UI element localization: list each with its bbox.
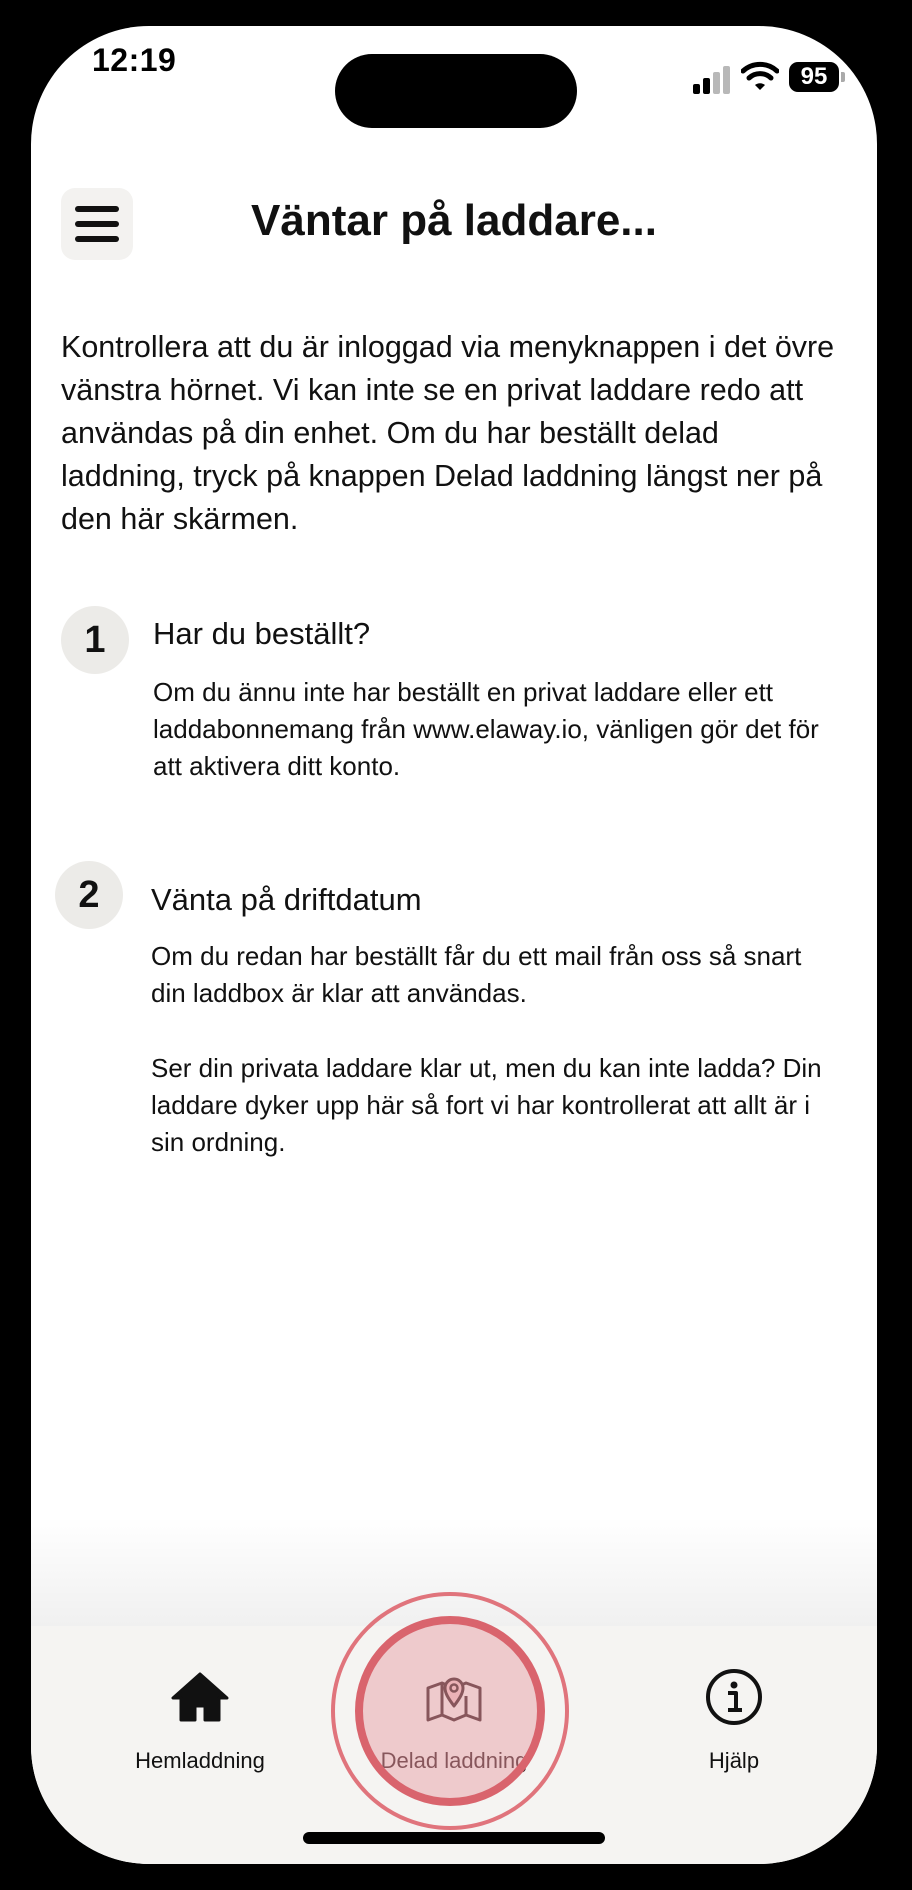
dynamic-island — [335, 54, 577, 128]
intro-text: Kontrollera att du är inloggad via menyknappen i det övre vänstra hörnet. Vi kan inte se en privat laddare redo att användas på din enhet. Om du har beställt delad laddning, tryck på knappen Delad laddning längst ner på den här skärmen. — [61, 330, 835, 536]
battery-tip — [841, 72, 845, 82]
step-2-body-extra: Ser din privata laddare klar ut, men du kan inte ladda? Din laddare dyker upp här så fort vi har kontrollerat att allt är i sin ordning. — [151, 1053, 822, 1157]
nav-item-hemladdning[interactable] — [80, 1666, 320, 1774]
cellular-signal-icon — [693, 66, 733, 94]
info-icon — [703, 1666, 765, 1728]
step-1-title: Har du beställt? — [153, 616, 371, 651]
highlight-ring-inner — [355, 1616, 545, 1806]
home-indicator — [303, 1832, 605, 1844]
page-title: Väntar på laddare... — [251, 196, 657, 245]
status-time: 12:19 — [92, 42, 177, 78]
nav-item-hjalp[interactable] — [614, 1666, 854, 1774]
step-2-title: Vänta på driftdatum — [151, 882, 422, 917]
battery-level: 95 — [789, 62, 839, 92]
step-2-body: Om du redan har beställt får du ett mail från oss så snart din laddbox är klar att användas. — [151, 941, 802, 1008]
step-2-number: 2 — [55, 861, 123, 929]
battery-indicator — [789, 62, 845, 92]
wifi-icon — [741, 60, 779, 92]
nav-label-hemladdning: Hemladdning — [135, 1748, 265, 1773]
phone-screen — [31, 26, 877, 1864]
step-1-body: Om du ännu inte har beställt en privat laddare eller ett laddabonnemang från www.elaway.io, vänligen gör det för att aktivera ditt konto. — [153, 677, 819, 781]
step-1-number: 1 — [61, 606, 129, 674]
nav-label-delad-laddning: Delad laddning — [380, 1748, 528, 1773]
home-icon — [169, 1666, 231, 1728]
nav-label-hjalp: Hjälp — [708, 1748, 760, 1773]
